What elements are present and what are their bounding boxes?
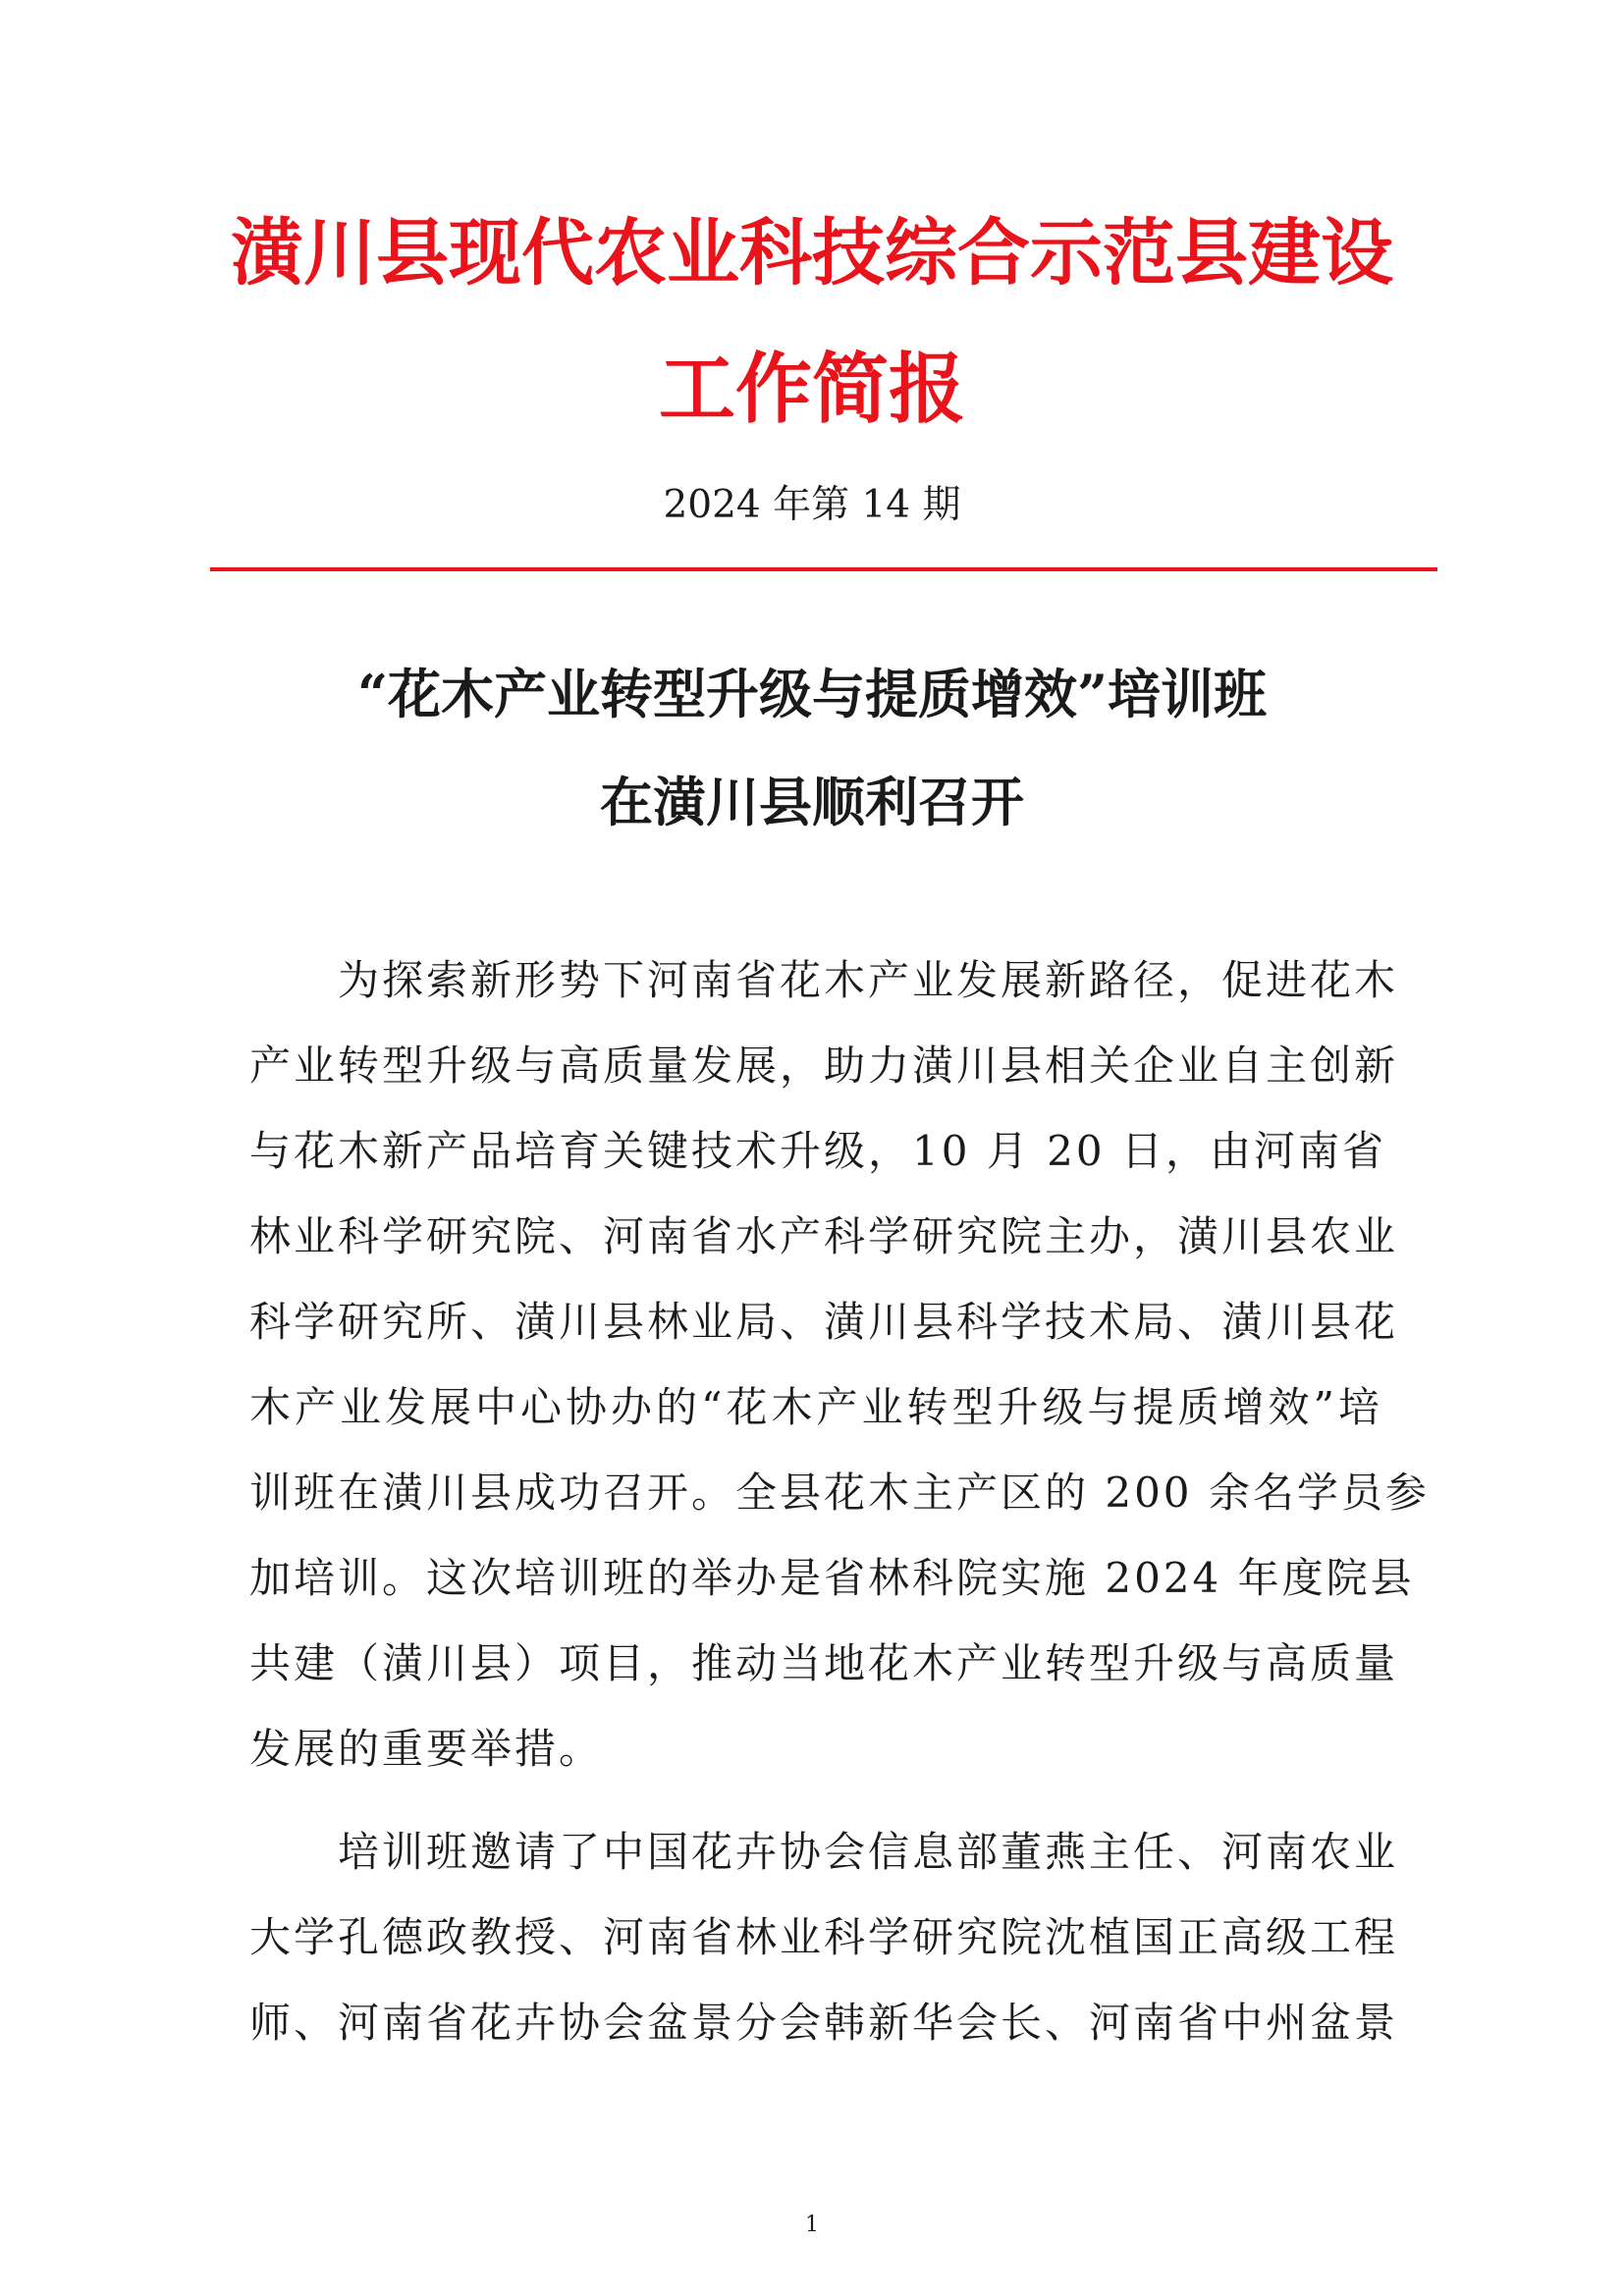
issue-number: 2024 年第 14 期 xyxy=(663,483,961,527)
paragraph1-line: 发展的重要举措。 xyxy=(249,1725,604,1773)
masthead-title-line2: 工作简报 xyxy=(658,345,965,434)
page-number: 1 xyxy=(805,2213,819,2237)
paragraph2-line: 大学孔德政教授、河南省林业科学研究院沈植国正高级工程 xyxy=(249,1913,1399,1961)
paragraph1-line: 共建（潢川县）项目，推动当地花木产业转型升级与高质量 xyxy=(249,1639,1399,1687)
paragraph1-line: 加培训。这次培训班的举办是省林科院实施 2024 年度院县 xyxy=(249,1554,1415,1602)
paragraph1-line: 林业科学研究院、河南省水产科学研究院主办，潢川县农业 xyxy=(249,1212,1399,1260)
paragraph1-line: 木产业发展中心协办的“花木产业转型升级与提质增效”培 xyxy=(249,1383,1382,1431)
masthead-title-line1: 潢川县现代农业科技综合示范县建设 xyxy=(231,211,1393,295)
article-headline-line2: 在潢川县顺利召开 xyxy=(600,771,1024,833)
masthead-divider xyxy=(210,567,1437,571)
paragraph1-line: 与花木新产品培育关键技术升级，10 月 20 日，由河南省 xyxy=(249,1127,1386,1175)
paragraph2-line: 培训班邀请了中国花卉协会信息部董燕主任、河南农业 xyxy=(338,1828,1399,1876)
article-headline-line1: “花木产业转型升级与提质增效”培训班 xyxy=(356,663,1268,725)
paragraph1-line: 为探索新形势下河南省花木产业发展新路径，促进花木 xyxy=(338,956,1399,1004)
paragraph1-line: 训班在潢川县成功召开。全县花木主产区的 200 余名学员参 xyxy=(249,1468,1430,1517)
paragraph1-line: 科学研究所、潢川县林业局、潢川县科学技术局、潢川县花 xyxy=(249,1298,1399,1346)
paragraph1-line: 产业转型升级与高质量发展，助力潢川县相关企业自主创新 xyxy=(249,1041,1399,1090)
paragraph2-line: 师、河南省花卉协会盆景分会韩新华会长、河南省中州盆景 xyxy=(249,1999,1399,2047)
